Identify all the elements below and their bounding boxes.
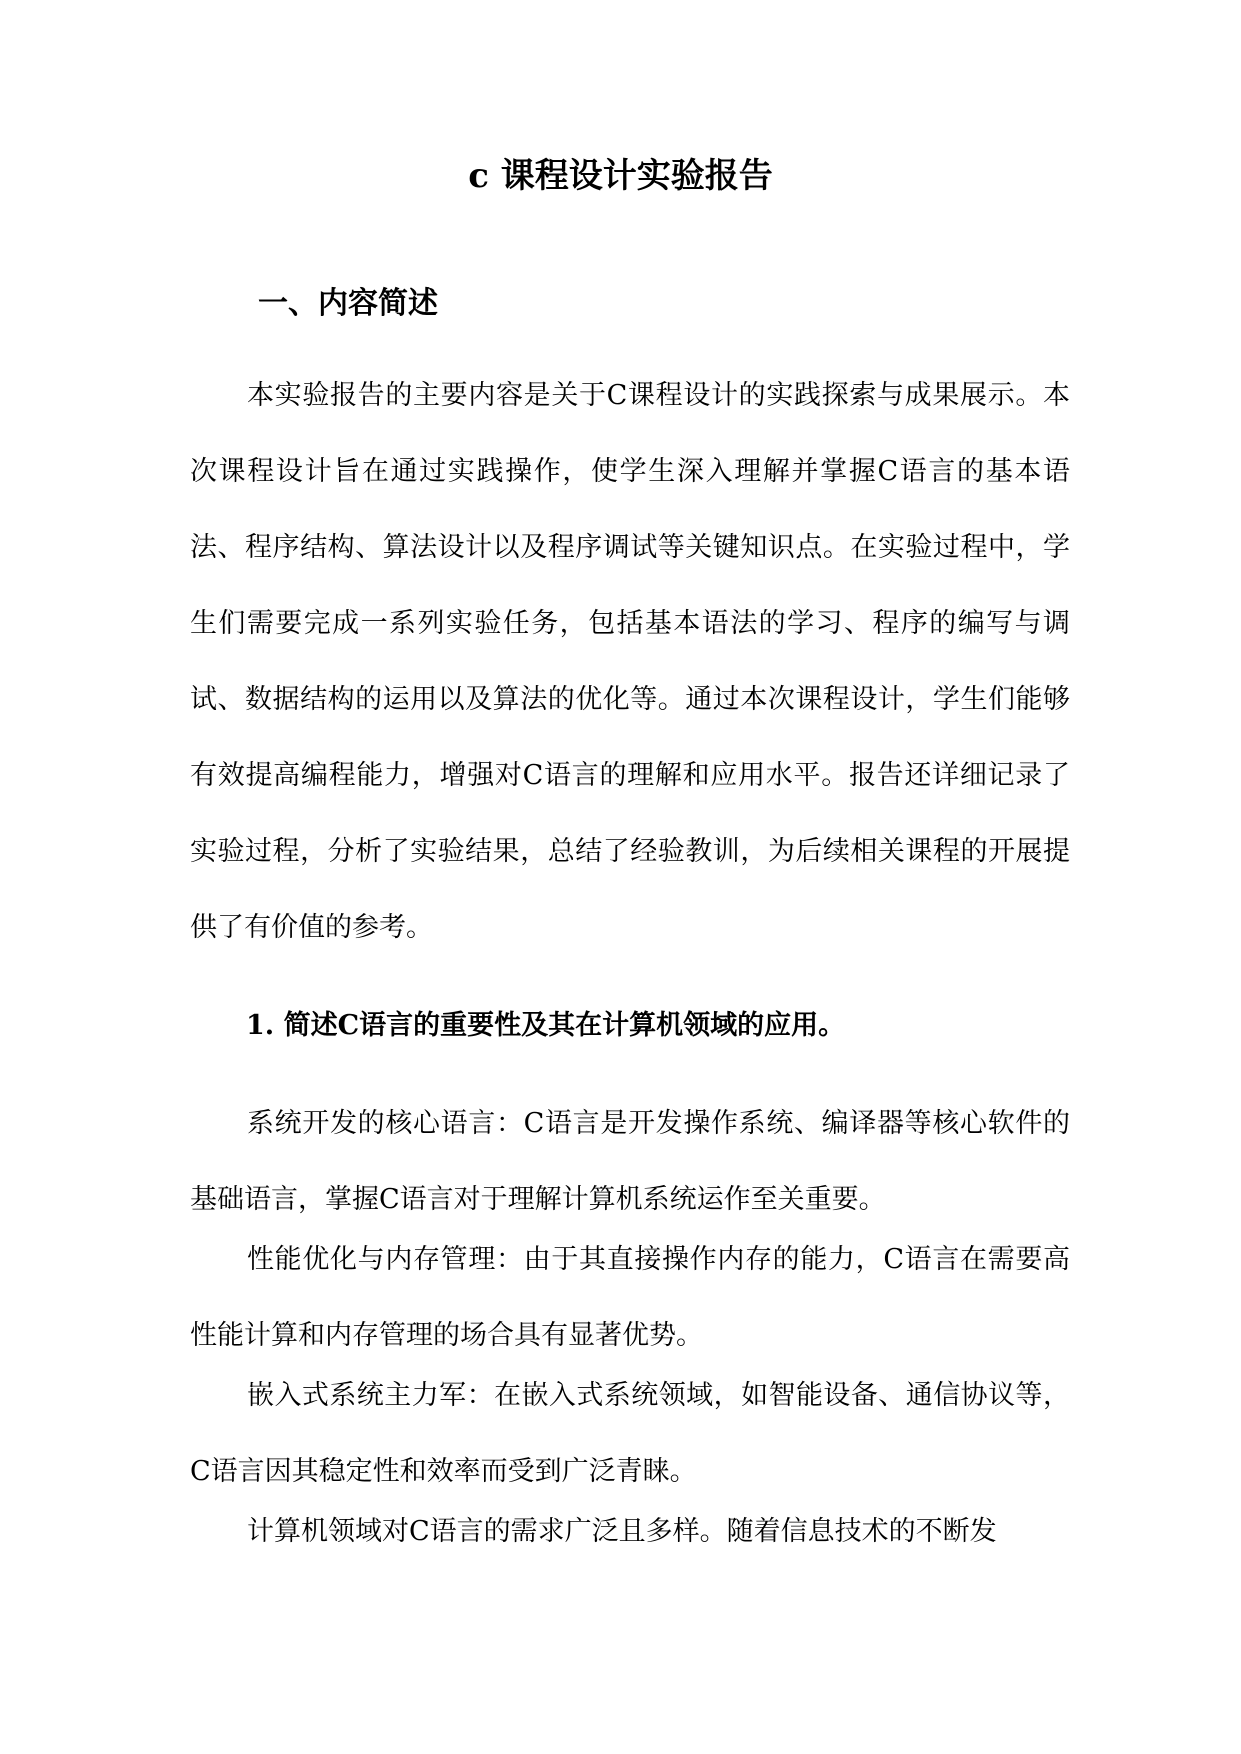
paragraph-system-development: 系统开发的核心语言：C语言是开发操作系统、编译器等核心软件的基础语言，掌握C语言对于理解计算机系统运作至关重要。 bbox=[190, 1108, 1070, 1215]
intro-paragraph: 本实验报告的主要内容是关于C课程设计的实践探索与成果展示。本次课程设计旨在通过实践操作，使学生深入理解并掌握C语言的基本语法、程序结构、算法设计以及程序调试等关键知识点。在实验过程中，学生们需要完成一系列实验任务，包括基本语法的学习、程序的编写与调试、数据结构的运用以及算法的优化等。通过本次课程设计，学生们能够有效提高编程能力，增强对C语言的理解和应用水平。报告还详细记录了实验过程，分析了实验结果，总结了经验教训，为后续相关课程的开展提供了有价值的参考。 bbox=[190, 380, 1070, 943]
paragraph-embedded: 嵌入式系统主力军：在嵌入式系统领域，如智能设备、通信协议等，C语言因其稳定性和效率而受到广泛青睐。 bbox=[190, 1380, 1070, 1487]
subsection-heading-importance: 1. 简述C语言的重要性及其在计算机领域的应用。 bbox=[246, 1010, 846, 1041]
document-title: c 课程设计实验报告 bbox=[468, 156, 773, 196]
section-heading-overview: 一、内容简述 bbox=[258, 286, 438, 321]
paragraph-demand: 计算机领域对C语言的需求广泛且多样。随着信息技术的不断发 bbox=[247, 1516, 997, 1547]
paragraph-performance: 性能优化与内存管理：由于其直接操作内存的能力，C语言在需要高性能计算和内存管理的场合具有显著优势。 bbox=[190, 1244, 1070, 1351]
